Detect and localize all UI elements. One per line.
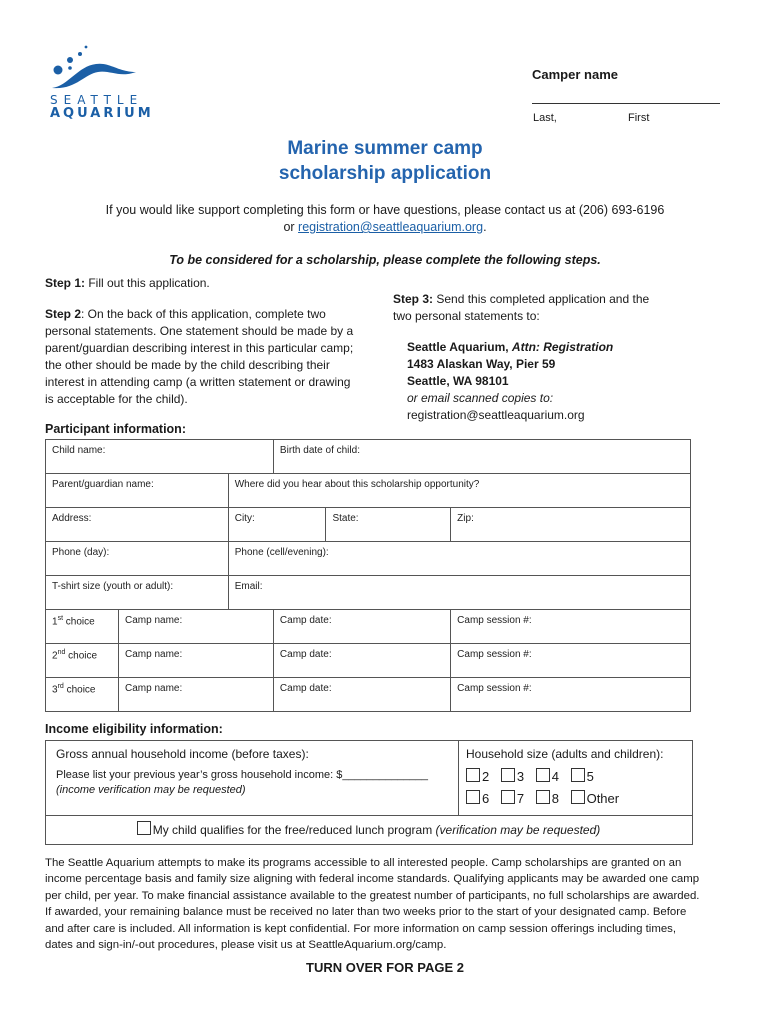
- step-1: [45, 275, 210, 292]
- seattle-aquarium-logo: [44, 42, 154, 122]
- size-7-checkbox[interactable]: [501, 790, 515, 804]
- camp-date-3-field[interactable]: Camp date:: [273, 678, 450, 712]
- tshirt-label: T-shirt size (youth or adult):: [52, 581, 174, 592]
- mailing-address: [407, 339, 613, 424]
- intro-line-1: If you would like support completing this form or have questions, please contact us at (206) 693-6196: [105, 203, 665, 217]
- zip-field[interactable]: [451, 508, 691, 542]
- camper-name-label: Camper name: [532, 67, 618, 82]
- policy-text: [45, 855, 699, 953]
- camp-name-2-field[interactable]: Camp name:: [119, 644, 274, 678]
- policy-line-2: income percentage basis and family size aligning with federal income standards. Qualifying applicants may be awarded one camp: [45, 873, 700, 886]
- logo-line-1: SEATTLE: [50, 93, 144, 107]
- camp-date-1-field[interactable]: Camp date:: [273, 610, 450, 644]
- hear-about-field[interactable]: [228, 474, 690, 508]
- choice-3-label: 3rd choice: [46, 678, 119, 712]
- step-2-line-5: interest in attending camp (a written statement or drawing: [45, 375, 351, 389]
- choice-1-label: 1st choice: [46, 610, 119, 644]
- size-8-checkbox[interactable]: [536, 790, 550, 804]
- intro-text: [0, 202, 770, 236]
- policy-line-3: per child, per year. To make financial assistance available to the greatest number of participants, no full scholarships are awarded.: [45, 889, 700, 902]
- phone-day-label: Phone (day):: [52, 547, 110, 558]
- child-name-label: Child name:: [52, 445, 106, 456]
- participant-heading: Participant information:: [45, 422, 186, 436]
- intro-period: .: [483, 220, 487, 234]
- parent-name-field[interactable]: [46, 474, 229, 508]
- income-divider-vertical: [458, 740, 459, 815]
- step-2-line-3: parent/guardian describing interest in this particular camp;: [45, 341, 354, 355]
- instructions-heading: To be considered for a scholarship, please complete the following steps.: [169, 253, 601, 267]
- income-divider-horizontal: [45, 815, 692, 816]
- logo-line-2: AQUARIUM: [50, 106, 154, 121]
- household-size-row-2: 6 7 8 Other: [466, 790, 619, 806]
- hear-about-label: Where did you hear about this scholarship opportunity?: [234, 479, 480, 490]
- camp-name-3-field[interactable]: Camp name:: [119, 678, 274, 712]
- participant-table: [45, 439, 691, 712]
- step-2-line-6: is acceptable for the child).: [45, 392, 188, 406]
- size-6-checkbox[interactable]: [466, 790, 480, 804]
- gross-income-label: Gross annual household income (before taxes):: [56, 747, 309, 761]
- camp-session-1-field[interactable]: Camp session #:: [451, 610, 691, 644]
- income-heading: Income eligibility information:: [45, 722, 223, 736]
- camp-date-2-field[interactable]: Camp date:: [273, 644, 450, 678]
- lunch-program-row: [0, 821, 737, 837]
- policy-line-4: If awarded, your remaining balance must be received no later than two weeks prior to the start of your designated camp. Before: [45, 906, 687, 919]
- step-1-text: Fill out this application.: [85, 276, 210, 290]
- step-2-label: Step 2: [45, 307, 82, 321]
- wave-logo-icon: [44, 42, 144, 92]
- address-email: registration@seattleaquarium.org: [407, 408, 585, 422]
- address-field[interactable]: [46, 508, 229, 542]
- step-3: [393, 291, 649, 325]
- camp-name-1-field[interactable]: Camp name:: [119, 610, 274, 644]
- lunch-program-checkbox[interactable]: [137, 821, 151, 835]
- email-link[interactable]: registration@seattleaquarium.org: [298, 220, 484, 234]
- step-1-label: Step 1:: [45, 276, 86, 290]
- step-2: [45, 306, 353, 408]
- address-label: Address:: [52, 513, 92, 524]
- size-other-checkbox[interactable]: [571, 790, 585, 804]
- step-3-line-1: Send this completed application and the: [433, 292, 650, 306]
- income-verification-note: (income verification may be requested): [56, 784, 246, 796]
- policy-line-1: The Seattle Aquarium attempts to make its programs accessible to all interested people. Camp scholarships are granted on an: [45, 857, 682, 869]
- address-or-email: or email scanned copies to:: [407, 391, 554, 405]
- lunch-verification-note: (verification may be requested): [435, 823, 601, 837]
- step-3-line-2: two personal statements to:: [393, 309, 540, 323]
- camp-session-3-field[interactable]: Camp session #:: [451, 678, 691, 712]
- phone-day-field[interactable]: [46, 542, 229, 576]
- intro-line-2: [0, 219, 770, 236]
- intro-or: or: [283, 220, 299, 234]
- phone-cell-field[interactable]: [228, 542, 690, 576]
- email-field[interactable]: [228, 576, 690, 610]
- lunch-program-label: My child qualifies for the free/reduced lunch program: [152, 823, 436, 837]
- address-attn: Attn: Registration: [511, 340, 614, 354]
- city-field[interactable]: [228, 508, 326, 542]
- tshirt-field[interactable]: [46, 576, 229, 610]
- form-title-line-1: Marine summer camp: [287, 138, 483, 159]
- step-2-line-4: the other should be made by the child describing their: [45, 358, 330, 372]
- household-size-label: Household size (adults and children):: [466, 747, 664, 761]
- camp-session-2-field[interactable]: Camp session #:: [451, 644, 691, 678]
- camper-first-label: First: [628, 112, 650, 124]
- city-label: City:: [234, 513, 255, 524]
- email-label: Email:: [234, 581, 263, 592]
- step-3-label: Step 3:: [393, 292, 434, 306]
- step-2-line-2: personal statements. One statement should be made by a: [45, 324, 354, 338]
- phone-cell-label: Phone (cell/evening):: [234, 547, 329, 558]
- size-3-checkbox[interactable]: [501, 768, 515, 782]
- camper-last-label: Last,: [533, 112, 557, 124]
- birth-date-field[interactable]: [273, 440, 690, 474]
- turn-over-footer: TURN OVER FOR PAGE 2: [306, 960, 464, 975]
- parent-name-label: Parent/guardian name:: [52, 479, 154, 490]
- step-2-line-1: : On the back of this application, complete two: [81, 307, 326, 321]
- zip-label: Zip:: [457, 513, 474, 524]
- household-size-row-1: 2 3 4 5: [466, 768, 594, 784]
- state-label: State:: [332, 513, 359, 524]
- camper-name-field[interactable]: [532, 103, 720, 104]
- policy-line-5: and after care is included. All information is kept confidential. For more information on camp session offerings including times,: [45, 922, 677, 935]
- form-title-line-2: scholarship application: [278, 163, 492, 184]
- size-5-checkbox[interactable]: [571, 768, 585, 782]
- address-city: Seattle, WA 98101: [407, 374, 509, 388]
- previous-income-field[interactable]: Please list your previous year’s gross household income: $______________: [56, 769, 429, 781]
- state-field[interactable]: [326, 508, 451, 542]
- address-street: 1483 Alaskan Way, Pier 59: [407, 357, 556, 371]
- birth-date-label: Birth date of child:: [279, 445, 360, 456]
- size-4-checkbox[interactable]: [536, 768, 550, 782]
- size-2-checkbox[interactable]: [466, 768, 480, 782]
- child-name-field[interactable]: [46, 440, 274, 474]
- choice-2-label: 2nd choice: [46, 644, 119, 678]
- address-org: Seattle Aquarium,: [407, 340, 512, 354]
- policy-line-6: dates and sign-in/-out procedures, please visit us at SeattleAquarium.org/camp.: [45, 939, 447, 952]
